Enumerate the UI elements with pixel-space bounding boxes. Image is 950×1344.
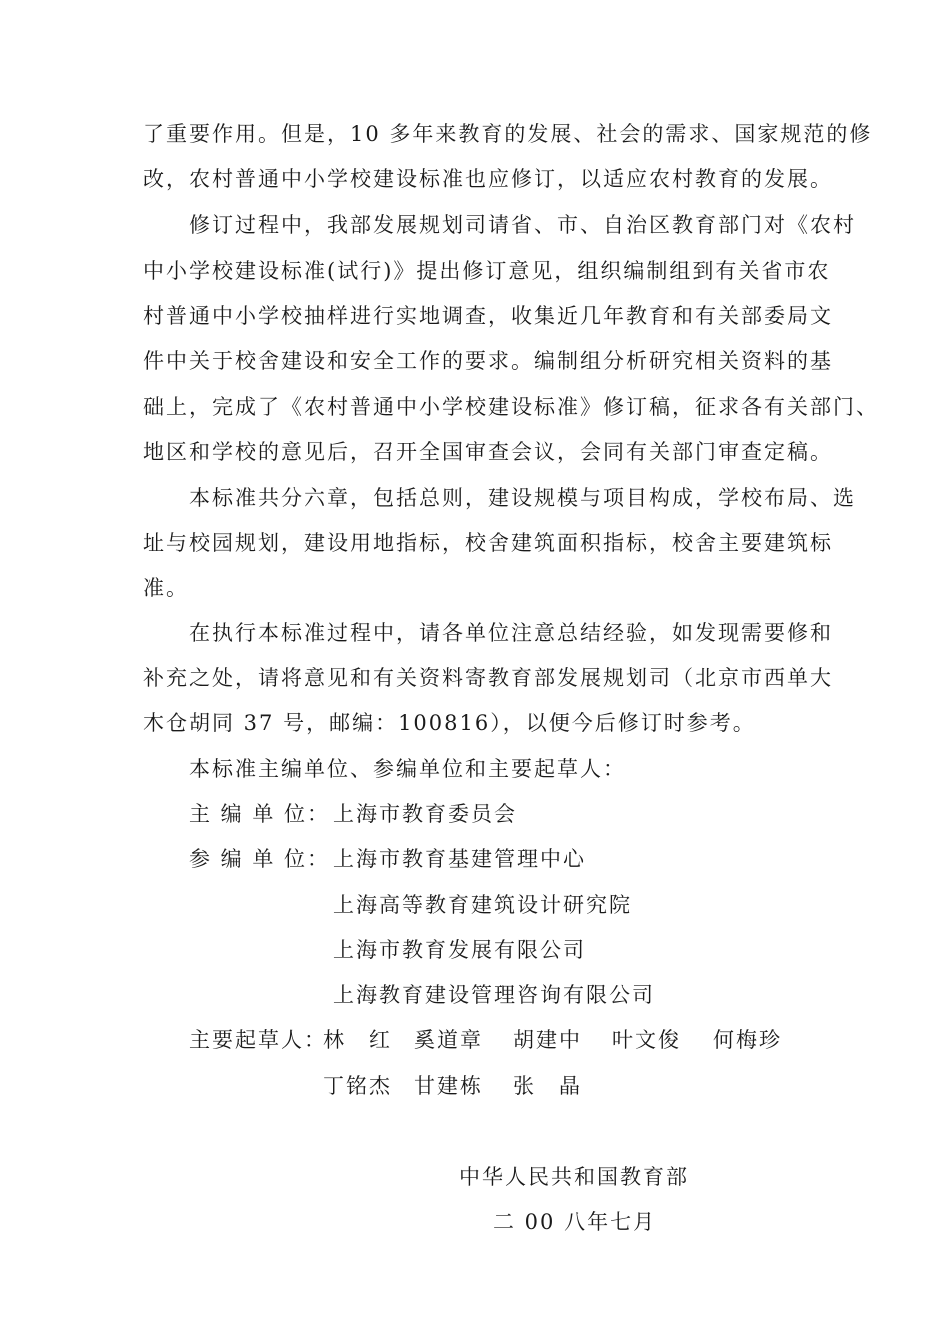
issue-date: 二 00 八年七月 [493, 1210, 657, 1234]
para2-line5: 础上，完成了《农村普通中小学校建设标准》修订稿，征求各有关部门、 [143, 395, 879, 419]
participating-unit-2: 上海高等教育建筑设计研究院 [333, 893, 632, 917]
para3-line2: 址与校园规划，建设用地指标，校舍建筑面积指标，校舍主要建筑标 [143, 531, 833, 555]
para4-line1: 在执行本标准过程中，请各单位注意总结经验，如发现需要修和 [189, 621, 833, 645]
para2-line3: 村普通中小学校抽样进行实地调查，收集近几年教育和有关部委局文 [143, 304, 833, 328]
drafter-name: 奚道章 [414, 1028, 483, 1052]
para4-line2: 补充之处，请将意见和有关资料寄教育部发展规划司（北京市西单大 [143, 666, 833, 690]
main-drafters-label: 主要起草人： [189, 1028, 327, 1052]
para2-line2: 中小学校建设标准(试行)》提出修订意见，组织编制组到有关省市农 [143, 259, 831, 283]
para1-line2: 改，农村普通中小学校建设标准也应修订，以适应农村教育的发展。 [143, 167, 833, 191]
drafter-name: 林 红 [323, 1028, 392, 1052]
para3-line3: 准。 [143, 576, 189, 600]
drafter-name: 甘建栋 [414, 1074, 483, 1098]
para3-line1: 本标准共分六章，包括总则，建设规模与项目构成，学校布局、选 [189, 486, 856, 510]
drafter-name: 胡建中 [513, 1028, 582, 1052]
para1-line1: 了重要作用。但是，10 多年来教育的发展、社会的需求、国家规范的修 [143, 122, 873, 146]
para4-line3: 木仓胡同 37 号，邮编：100816），以便今后修订时参考。 [143, 711, 756, 735]
drafter-name: 何梅珍 [713, 1028, 782, 1052]
chief-editor-label: 主 编 单 位： [189, 802, 331, 826]
drafter-name: 张 晶 [513, 1074, 582, 1098]
drafters-intro: 本标准主编单位、参编单位和主要起草人： [189, 757, 626, 781]
drafter-name: 叶文俊 [612, 1028, 681, 1052]
drafter-name: 丁铭杰 [323, 1074, 392, 1098]
issuing-authority: 中华人民共和国教育部 [459, 1165, 689, 1189]
chief-editor-unit: 上海市教育委员会 [333, 802, 517, 826]
para2-line4: 件中关于校舍建设和安全工作的要求。编制组分析研究相关资料的基 [143, 349, 833, 373]
participating-unit-4: 上海教育建设管理咨询有限公司 [333, 983, 655, 1007]
para2-line6: 地区和学校的意见后，召开全国审查会议，会同有关部门审查定稿。 [143, 440, 833, 464]
para2-line1: 修订过程中，我部发展规划司请省、市、自治区教育部门对《农村 [189, 213, 856, 237]
participating-label: 参 编 单 位： [189, 847, 331, 871]
participating-unit-1: 上海市教育基建管理中心 [333, 847, 586, 871]
participating-unit-3: 上海市教育发展有限公司 [333, 938, 586, 962]
